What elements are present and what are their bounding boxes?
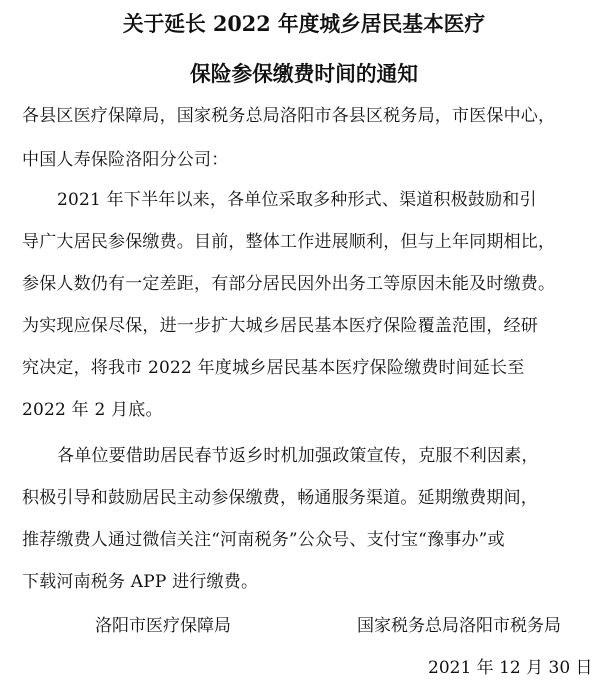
document-date: 2021 年 12 月 30 日 <box>428 658 593 678</box>
paragraph-2-line-1: 各单位要借助居民春节返乡时机加强政策宣传，克服不利因素， <box>57 446 539 466</box>
signature-left: 洛阳市医疗保障局 <box>95 616 231 636</box>
addressee-line-1: 各县区医疗保障局，国家税务总局洛阳市各县区税务局，市医保中心， <box>22 106 556 126</box>
addressee-line-2: 中国人寿保险洛阳分公司： <box>22 150 229 170</box>
paragraph-1-line-4: 为实现应保尽保，进一步扩大城乡居民基本医疗保险覆盖范围，经研 <box>22 316 538 336</box>
paragraph-1-line-2: 导广大居民参保缴费。目前，整体工作进展顺利，但与上年同期相比， <box>22 232 556 252</box>
paragraph-1-line-6: 2022 年 2 月底。 <box>22 400 163 420</box>
signature-right: 国家税务总局洛阳市税务局 <box>357 616 561 636</box>
paragraph-2-line-4: 下载河南税务 APP 进行缴费。 <box>22 572 259 592</box>
paragraph-1-line-5: 究决定，将我市 2022 年度城乡居民基本医疗保险缴费时间延长至 <box>22 358 525 378</box>
paragraph-1-line-3: 参保人数仍有一定差距，有部分居民因外出务工等原因未能及时缴费。 <box>22 274 556 294</box>
document-title-line-1: 关于延长 2022 年度城乡居民基本医疗 <box>122 11 486 36</box>
document-title-line-2: 保险参保缴费时间的通知 <box>190 61 418 86</box>
paragraph-2-line-2: 积极引导和鼓励居民主动参保缴费，畅通服务渠道。延期缴费期间， <box>22 488 538 508</box>
paragraph-2-line-3: 推荐缴费人通过微信关注“河南税务”公众号、支付宝“豫事办”或 <box>22 530 505 550</box>
paragraph-1-line-1: 2021 年下半年以来，各单位采取多种形式、渠道积极鼓励和引 <box>57 190 537 210</box>
